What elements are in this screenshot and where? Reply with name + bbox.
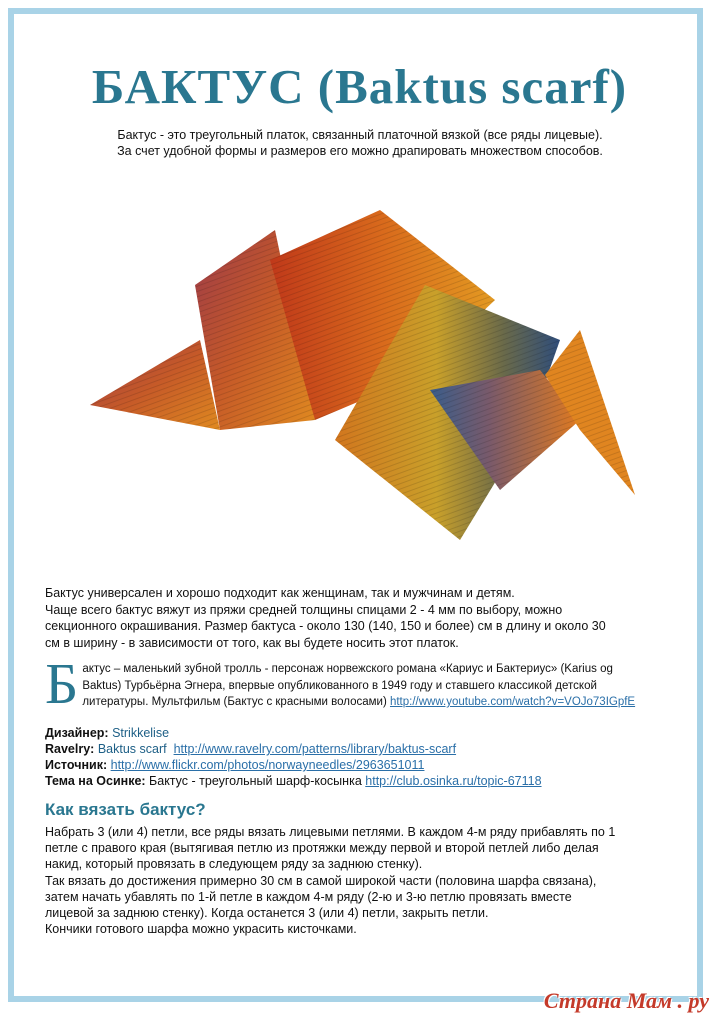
legend-line: актус – маленький зубной тролль - персонаж норвежского романа «Кариус и Бактериус» (Karius og [82,663,613,675]
subtitle-line: Бактус - это треугольный платок, связанный платочной вязкой (все ряды лицевые). [117,128,603,142]
source-link[interactable]: http://www.flickr.com/photos/norwayneedles/2963651011 [110,758,425,772]
intro-line: см в ширину - в зависимости от того, как вы будете носить этот платок. [45,635,459,650]
instructions [45,824,685,937]
instruction-line: Кончики готового шарфа можно украсить кисточками. [45,922,357,937]
osinka-label: Тема на Осинке: [45,774,146,788]
intro-line: Бактус универсален и хорошо подходит как женщинам, так и мужчинам и детям. [45,586,515,600]
intro-line: Чаще всего бактус вяжут из пряжи средней толщины спицами 2 - 4 мм по выбору, можно [45,602,563,617]
source-label: Источник: [45,758,108,772]
intro-paragraph [45,585,685,651]
instruction-line: Так вязать до достижения примерно 30 см в самой широкой части (половина шарфа связана), [45,873,597,888]
subtitle-line: За счет удобной формы и размеров его можно драпировать множеством способов. [117,144,603,158]
legend-line-text: литературы. Мультфильм (Бактус с красными волосами) [82,696,390,708]
legend-line [45,694,685,711]
ravelry-label: Ravelry: [45,742,95,756]
pattern-info [45,725,685,789]
designer-row [45,725,685,741]
legend-paragraph [45,651,685,716]
osinka-row [45,773,685,789]
page-title: БАКТУС (Baktus scarf) [91,59,628,114]
designer-value: Strikkelise [112,726,170,740]
designer-label: Дизайнер: [45,726,109,740]
instruction-line: петле с правого края (вытягивая петлю из протяжки между первой и второй петлей либо делая [45,841,599,856]
instruction-line: Набрать 3 (или 4) петли, все ряды вязать лицевыми петлями. В каждом 4-м ряду прибавлять по 1 [45,825,616,839]
instruction-line: накид, который провязать в следующем ряду за заднюю стенку). [45,857,423,872]
scarf-photo [80,190,640,560]
how-to-heading: Как вязать бактус? [45,800,206,819]
legend-line: Baktus) Турбьёрна Эгнера, впервые опубликованного в 1949 году и ставшего классикой детской [82,679,597,692]
dropcap-letter: Б [45,651,79,716]
osinka-value: Бактус - треугольный шарф-косынка [149,774,362,788]
source-row [45,757,685,773]
osinka-link[interactable]: http://club.osinka.ru/topic-67118 [365,774,542,788]
subtitle [40,127,680,159]
site-watermark: Страна Мам . ру [543,988,709,1013]
ravelry-row [45,741,685,757]
youtube-link[interactable]: http://www.youtube.com/watch?v=VOJo73IGpfE [389,696,636,708]
instruction-line: затем начать убавлять по 1-й петле в каждом 4-м ряду (2-ю и 3-ю петлю провязать вместе [45,889,572,904]
ravelry-link[interactable]: http://www.ravelry.com/patterns/library/baktus-scarf [173,742,457,756]
ravelry-value: Baktus scarf [97,742,167,756]
instruction-line: лицевой за заднюю стенку). Когда останется 3 (или 4) петли, закрыть петли. [45,906,489,921]
intro-line: секционного окрашивания. Размер бактуса - около 130 (140, 150 и более) см в длину и около 30 [45,619,606,633]
